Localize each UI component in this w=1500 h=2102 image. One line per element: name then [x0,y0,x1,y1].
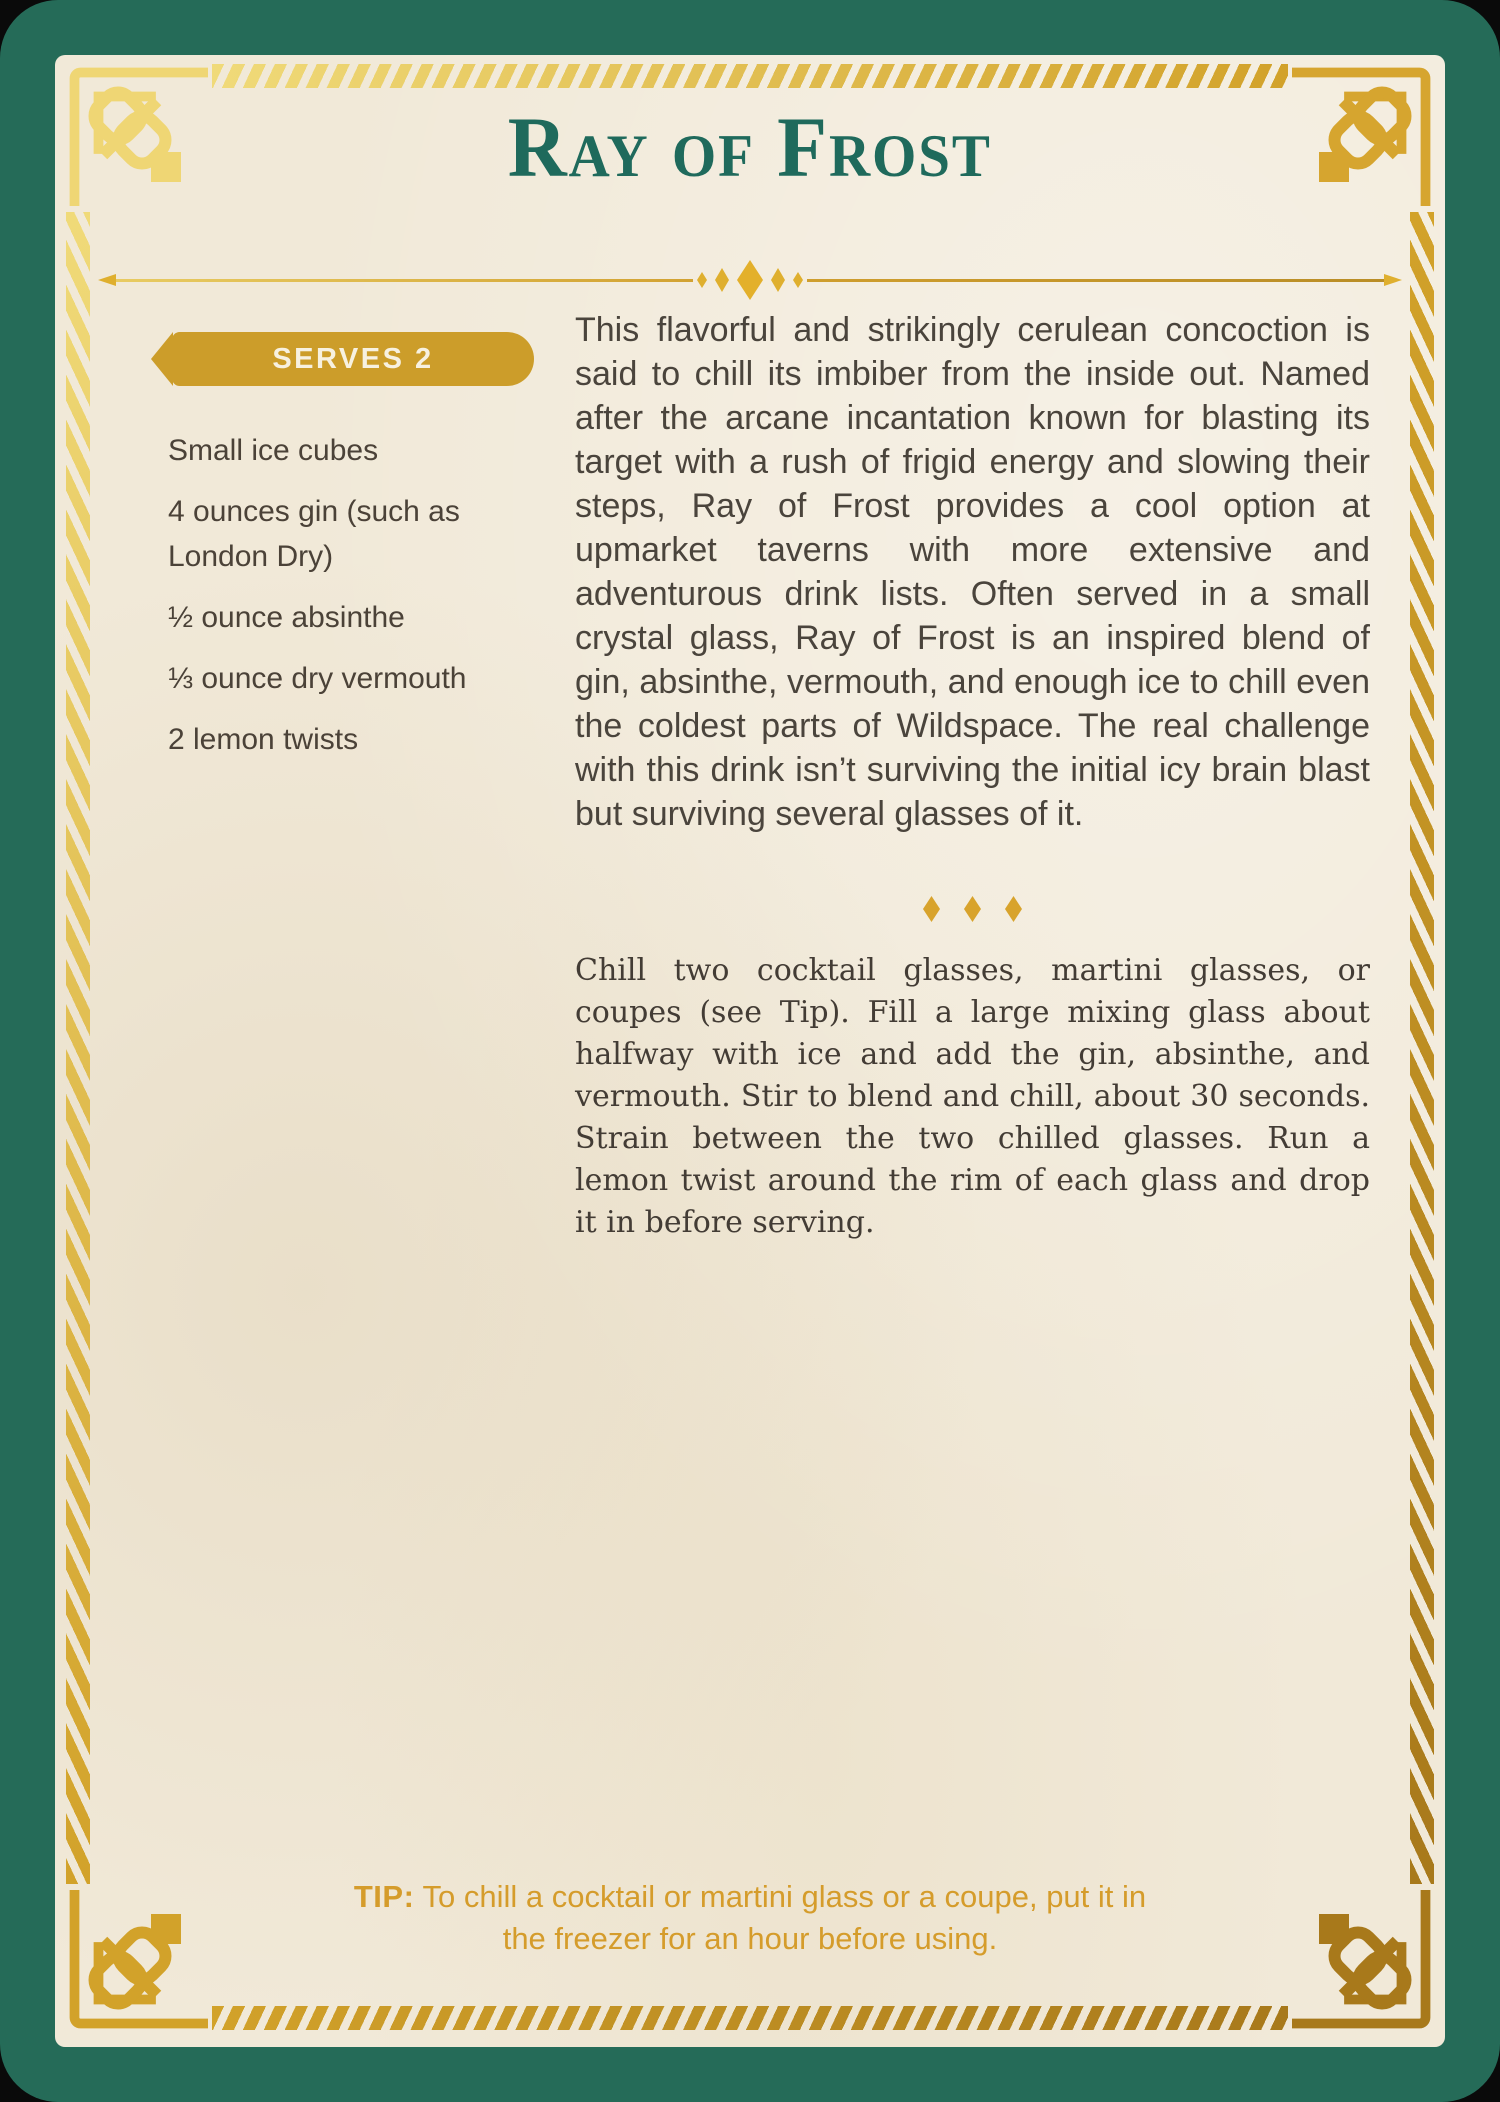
diamond-icon [964,896,981,922]
tip-text: To chill a cocktail or martini glass or a coupe, put it in the freezer for an hour before using. [422,1879,1147,1956]
celtic-knot-corner-icon [58,1890,208,2040]
diamond-separator [575,896,1370,922]
ingredients-list [168,428,558,778]
ingredient-item: Small ice cubes [168,434,379,467]
diamond-icon [923,896,940,922]
chain-border-bottom [212,2006,1288,2030]
page-title [0,99,1500,195]
description-paragraph: This flavorful and strikingly cerulean concoction is said to chill its imbiber from the inside out. Named after the arcane incantation known for blasting its target with a rush of frigid energy and slowing their steps, Ray of Frost provides a cool option at upmarket taverns with more extensive and adventurous drink lists. Often served in a small crystal glass, Ray of Frost is an inspired blend of gin, absinthe, vermouth, and enough ice to chill even the coldest parts of Wildspace. The real challenge with this drink isn’t surviving the initial icy brain blast but surviving several glasses of it. [575,311,1370,833]
ingredient-item: 4 ounces gin (such as London Dry) [168,495,460,573]
diamond-icon [715,268,729,292]
chain-border-top [212,64,1288,88]
divider-line [807,279,1384,282]
chain-border-left [66,212,90,1884]
ingredient-item: ½ ounce absinthe [168,601,405,634]
ingredient-item: ⅓ ounce dry vermouth [168,662,467,695]
ingredient-item: 2 lemon twists [168,723,359,756]
title-divider [98,262,1402,298]
divider-end-icon [1384,274,1402,286]
serves-label: SERVES 2 [272,342,434,375]
instructions-paragraph: Chill two cocktail glasses, martini glasses, or coupes (see Tip). Fill a large mixing glass about halfway with ice and add the gin, absinthe, and vermouth. Stir to blend and chill, about 30 seconds. Strain between the two chilled glasses. Run a lemon twist around the rim of each glass and drop it in before serving. [575,953,1370,1240]
diamond-icon [793,272,803,288]
tip-note [330,1876,1170,1960]
celtic-knot-corner-icon [1292,1890,1442,2040]
diamond-icon [737,260,763,300]
divider-line [116,279,693,282]
page-title-text: Ray of Frost [507,99,993,195]
divider-end-icon [98,274,116,286]
serves-badge [172,332,534,386]
chain-border-right [1410,212,1434,1884]
tip-label: TIP: [353,1879,415,1914]
diamond-icon [697,272,707,288]
diamond-icon [1005,896,1022,922]
diamond-icon [771,268,785,292]
